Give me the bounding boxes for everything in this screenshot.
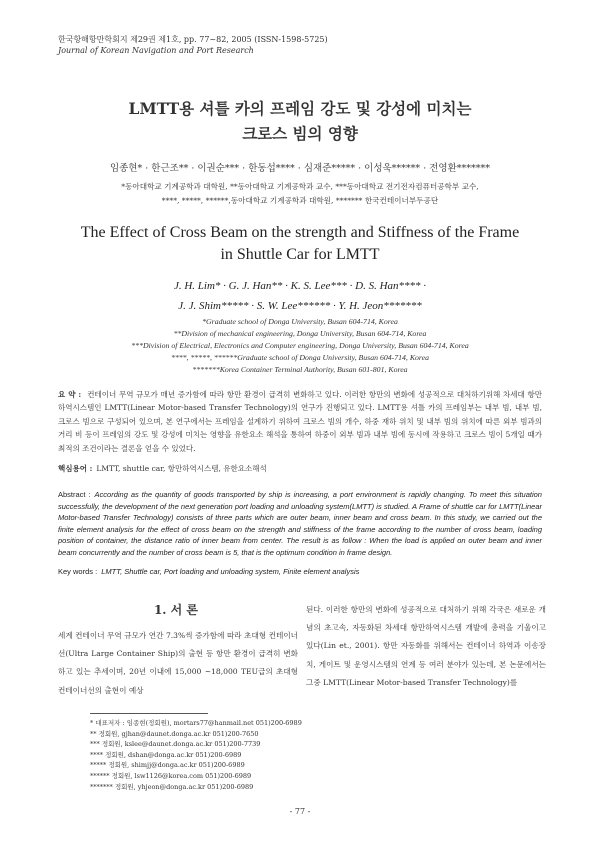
- korean-title-line1: LMTT용 셔틀 카의 프레임 강도 및 강성에 미치는: [128, 99, 472, 118]
- english-abstract: [58, 489, 542, 559]
- korean-affiliation-line2: ****, *****, ******,동아대학교 기계공학과 대학원, ******* 한국컨테이너부두공단: [161, 196, 439, 205]
- journal-citation: 한국항해항만학회지 제29권 제1호, pp. 77~82, 2005 (ISSN-1598-5725): [58, 35, 328, 44]
- footnote-3: *** 정회원, kslee@daunet.donga.ac.kr 051)200-7739: [90, 740, 261, 749]
- korean-keywords-label: 핵심용어 :: [58, 464, 93, 473]
- english-abstract-text: According as the quantity of goods transported by ship is increasing, a port environment is rapidly changing. To meet this situation successfully, the development of the next generation port loading and unloading system(LMTT) is studied. A Frame of shuttle car for LMTT(Linear Motor-based Transfer Technology) consists of three parts which are outer beam, inner beam and cross beam. In this study, we carried out the finite element analysis for the effect of cross beam on the strength and stiffness of the frame according to the number of cross beam, loading position of container, the distance ratio of inner beam from center. The result is as follow : When the load is applied on outer beam and inner beam concurrently and the number of cross beam is 5, that is the optimum condition in frame design.: [58, 490, 542, 557]
- english-affiliations: [0, 316, 600, 376]
- english-affiliation-line3: ***Division of Electrical, Electronics and Computer engineering, Donga University, Busan 604-714, Korea: [131, 341, 469, 350]
- english-abstract-label: Abstract :: [58, 490, 91, 499]
- korean-abstract-label: 요 약 :: [58, 390, 82, 399]
- page-number: - 77 -: [289, 807, 311, 816]
- english-affiliation-line4: ****, *****, ******Graduate school of Donga University, Busan 604-714, Korea: [170, 353, 430, 362]
- footnote-1: * 대표저자 : 임종현(정회원), mortars77@hanmail.net 051)200-6989: [90, 719, 302, 727]
- footnote-divider: [90, 713, 208, 714]
- english-keywords-label: Key words :: [58, 567, 98, 576]
- english-keywords-text: LMTT, Shuttle car, Port loading and unloading system, Finite element analysis: [101, 567, 360, 576]
- korean-abstract: [58, 388, 542, 455]
- english-title: [0, 222, 600, 266]
- korean-keywords: [58, 463, 542, 474]
- english-affiliation-line1: *Graduate school of Donga University, Busan 604-714, Korea: [202, 317, 398, 326]
- korean-affiliation-line1: *동아대학교 기계공학과 대학원, **동아대학교 기계공학과 교수, ***동아대학교 전기전자컴퓨터공학부 교수,: [121, 182, 479, 191]
- journal-name: Journal of Korean Navigation and Port Research: [58, 46, 254, 55]
- footnote-4: **** 정회원, dshan@donga.ac.kr 051)200-6989: [90, 750, 242, 759]
- english-authors-line2: J. J. Shim***** · S. W. Lee****** · Y. H. Jeon*******: [178, 300, 422, 312]
- footnote-5: ***** 정회원, shimjj@donga.ac.kr 051)200-6989: [90, 761, 245, 770]
- english-affiliation-line5: *******Korea Container Terminal Authority, Busan 601-801, Korea: [192, 365, 408, 374]
- intro-left-column: 세계 컨테이너 무역 규모가 연간 7.3%씩 증가함에 따라 초대형 컨테이너선(Ultra Large Container Ship)의 출현 등 항만 환경이 급격히 변화하고 있는 추세이며, 20년 이내에 15,000 ~18,000 TEU급의 초대형 컨테이너선의 출현이 예상: [58, 631, 298, 695]
- korean-authors: 임종현* · 한근조** · 이권순*** · 한동섭**** · 심재준***** · 이성욱****** · 전영환*******: [109, 163, 491, 174]
- english-affiliation-line2: **Division of mechanical engineering, Donga University, Busan 604-714, Korea: [173, 329, 427, 338]
- korean-keywords-text: LMTT, shuttle car, 항만하역시스템, 유한요소해석: [96, 464, 267, 473]
- footnote-7: ******* 정회원, yhjeon@donga.ac.kr 051)200-6989: [90, 782, 254, 791]
- intro-right-column: 된다. 이러한 항만의 변화에 성공적으로 대처하기 위해 각국은 새로운 개념의 초고속, 자동화된 차세대 항만하역시스템 개발에 총력을 기울이고 있다(Lin et., 2001). 항만 자동화를 위해서는 컨테이너 하역과 이송장치, 게이트 및 운영시스템의 연계 등 여러 분야가 있는데, 본 논문에서는 그중 LMTT(Linear Motor-based Transfer Technology)를: [306, 605, 546, 687]
- english-title-line2: in Shuttle Car for LMTT: [220, 246, 380, 263]
- korean-abstract-text: 컨테이너 무역 규모가 매년 증가함에 따라 항만 환경이 급격히 변화하고 있다. 이러한 항만의 변화에 성공적으로 대처하기위해 차세대 항만하역시스템인 LMTT(Linear Motor-based Transfer Technology)의 연구가 진행되고 있다. LMTT용 셔틀 카의 프레임부는 내부 빔, 내부 빔, 크로스 빔으로 구성되어 있으며, 본 연구에서는 프레임을 설계하기 위하여 크로스 빔의 개수, 하중 재하 위치 및 내부 빔의 위치에 따른 외부 빔과의 거리 비 등이 프레임의 강도 및 강성에 미치는 영향을 유한요소 해석을 통하여 하중이 외부 빔과 내부 빔에 동시에 작용하고 크로스 빔이 5개일 때가 최적의 조건이라는 결론을 얻을 수 있었다.: [58, 390, 542, 453]
- korean-title-line2: 크로스 빔의 영향: [242, 124, 358, 143]
- korean-affiliations: [0, 180, 600, 208]
- footnote-6: ****** 정회원, lsw1126@korea.com 051)200-6989: [90, 771, 252, 780]
- english-title-line1: The Effect of Cross Beam on the strength and Stiffness of the Frame: [80, 224, 520, 241]
- english-keywords: [58, 567, 542, 576]
- english-authors: [0, 276, 600, 316]
- section-heading: 1. 서 론: [153, 603, 199, 617]
- footnotes: [90, 718, 302, 792]
- english-authors-line1: J. H. Lim* · G. J. Han** · K. S. Lee*** · D. S. Han**** ·: [173, 280, 427, 292]
- footnote-2: ** 정회원, gjhan@daunet.donga.ac.kr 051)200-7650: [90, 729, 259, 738]
- korean-title: [0, 96, 600, 146]
- journal-header: [58, 34, 328, 56]
